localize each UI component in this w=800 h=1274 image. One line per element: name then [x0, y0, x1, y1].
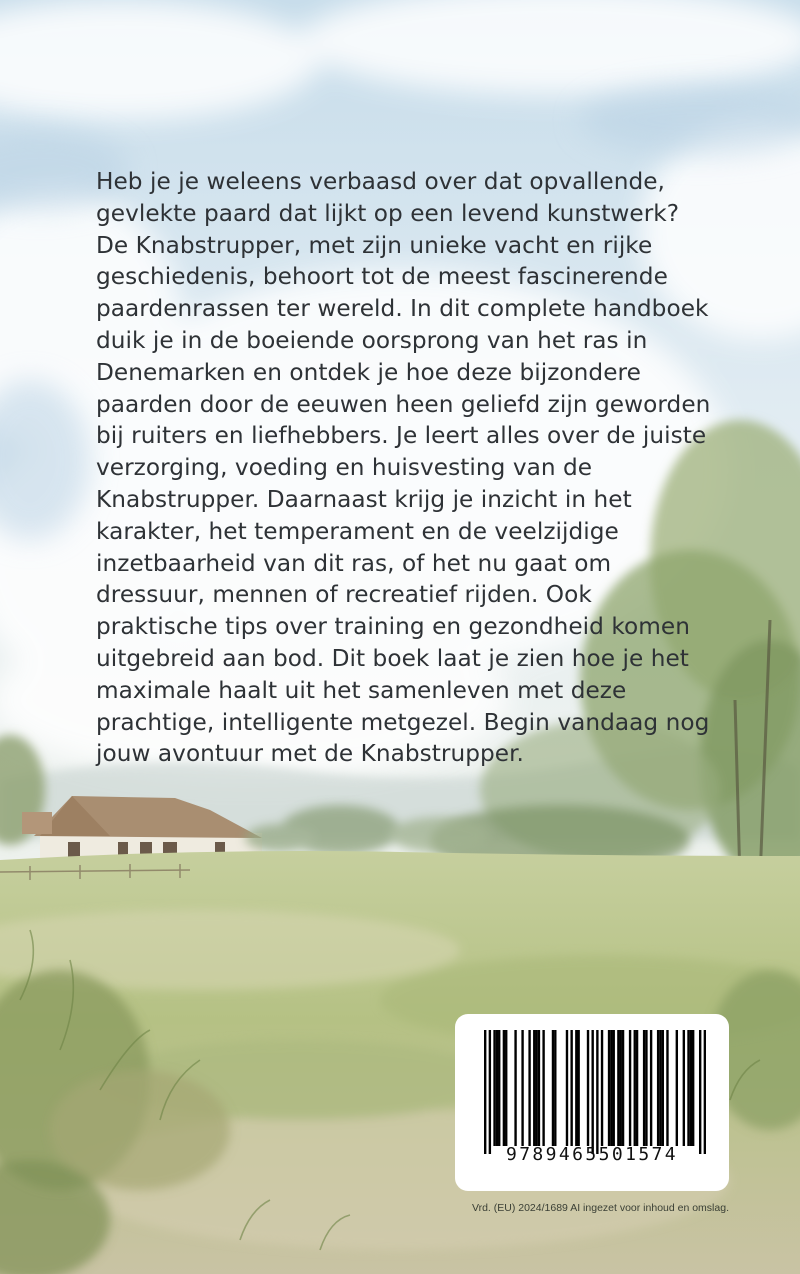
barcode-bar [683, 1030, 685, 1146]
barcode-bar [498, 1030, 500, 1146]
barcode-bar [692, 1030, 694, 1146]
barcode-bar [650, 1030, 652, 1146]
barcode-bar [554, 1030, 556, 1146]
barcode-bar [610, 1030, 612, 1146]
barcode-bar [496, 1030, 498, 1146]
barcode-bar [622, 1030, 624, 1146]
barcode-bar [662, 1030, 664, 1146]
barcode-bar [514, 1030, 516, 1146]
barcode-bar [617, 1030, 619, 1146]
barcode-bar [601, 1030, 603, 1146]
isbn-barcode [455, 1014, 729, 1191]
barcode-bar [484, 1030, 486, 1154]
barcode-bar [629, 1030, 631, 1146]
barcode-bar [659, 1030, 661, 1146]
barcode-bar [634, 1030, 636, 1146]
barcode-bar [620, 1030, 622, 1146]
barcode-bar [699, 1030, 701, 1154]
barcode-bar [587, 1030, 589, 1146]
barcode-bar [538, 1030, 540, 1146]
barcode-bar [535, 1030, 537, 1146]
barcode-bar [636, 1030, 638, 1146]
barcode-bar [528, 1030, 530, 1146]
barcode-bar [521, 1030, 523, 1146]
barcode-bar [666, 1030, 668, 1146]
barcode-bar [643, 1030, 645, 1146]
barcode-bar [596, 1030, 598, 1154]
barcode-bar [570, 1030, 572, 1146]
barcode-bar [704, 1030, 706, 1154]
barcode-bars [484, 1030, 706, 1154]
barcode-bar [690, 1030, 692, 1146]
barcode-bar [552, 1030, 554, 1146]
barcode-bar [503, 1030, 505, 1146]
barcode-bar [542, 1030, 544, 1146]
barcode-bar [577, 1030, 579, 1146]
isbn-number: 9789465501574 [505, 1144, 679, 1165]
barcode-bar [533, 1030, 535, 1146]
ai-disclosure-note: Vrd. (EU) 2024/1689 AI ingezet voor inhoud en omslag. [471, 1202, 729, 1214]
barcode-bar [505, 1030, 507, 1146]
barcode-bar [591, 1030, 593, 1154]
barcode-bar [575, 1030, 577, 1146]
barcode-bar [493, 1030, 495, 1146]
barcode-bar [608, 1030, 610, 1146]
barcode-bar [613, 1030, 615, 1146]
barcode-bar [676, 1030, 678, 1146]
barcode-bar [687, 1030, 689, 1146]
barcode-bar [489, 1030, 491, 1154]
back-cover-blurb: Heb je je weleens verbaasd over dat opvallende, gevlekte paard dat lijkt op een levend kunstwerk? De Knabstrupper, met zijn unieke vacht en rijke geschiedenis, behoort tot de meest fascinerende paardenrassen ter wereld. In dit complete handboek duik je in de boeiende oorsprong van het ras in Denemarken en ontdek je hoe deze bijzondere paarden door de eeuwen heen geliefd zijn geworden bij ruiters en liefhebbers. Je leert alles over de juiste verzorging, voeding en huisvesting van de Knabstrupper. Daarnaast krijg je inzicht in het karakter, het temperament en de veelzijdige inzetbaarheid van dit ras, of het nu gaat om dressuur, mennen of recreatief rijden. Ook praktische tips over training en gezondheid komen uitgebreid aan bod. Dit boek laat je zien hoe je het maximale haalt uit het samenleven met deze prachtige, intelligente metgezel. Begin vandaag nog jouw avontuur met de Knabstrupper. [96, 168, 711, 768]
barcode-bar [657, 1030, 659, 1146]
barcode-bar [645, 1030, 647, 1146]
barcode-bar [566, 1030, 568, 1146]
